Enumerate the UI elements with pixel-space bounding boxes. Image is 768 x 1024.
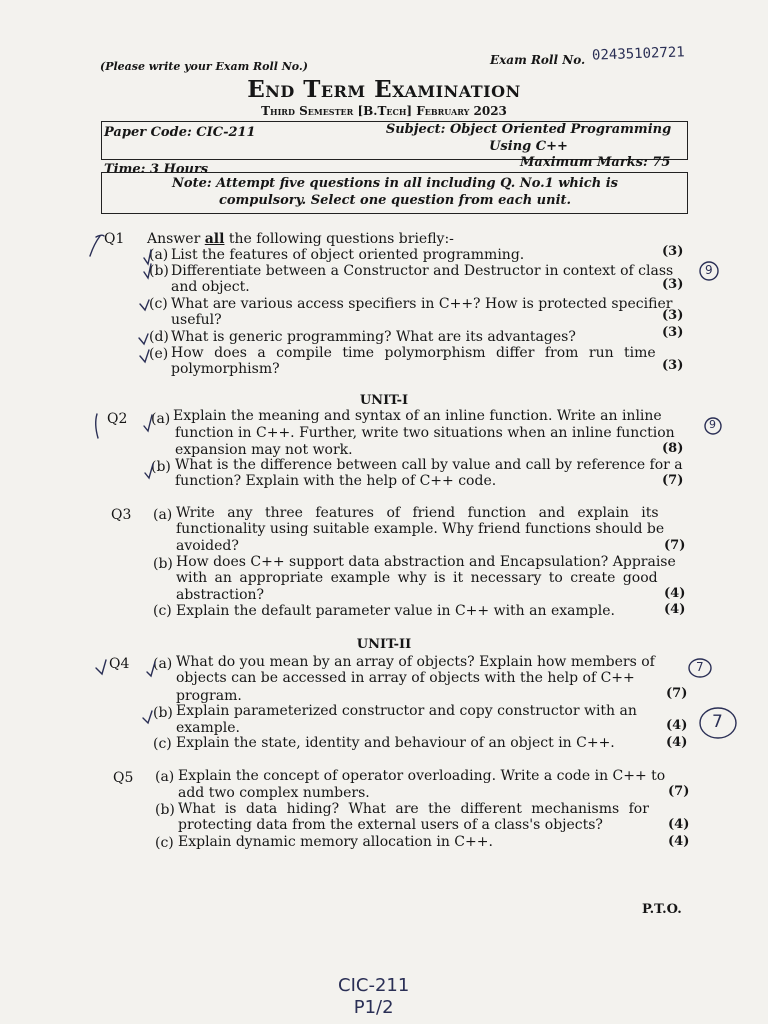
q4a-text-2: objects can be accessed in array of objects with the help of C++ bbox=[176, 670, 635, 686]
q4b-score-text: 7 bbox=[712, 712, 723, 732]
q1a-text: List the features of object oriented programming. bbox=[171, 247, 525, 263]
q1c-label: (c) bbox=[149, 296, 168, 312]
q1c-marks: (3) bbox=[662, 308, 684, 323]
q4b-label: (b) bbox=[153, 705, 173, 721]
q2b-marks: (7) bbox=[662, 473, 684, 488]
q1e-text: How does a compile time polymorphism differ from run time bbox=[171, 345, 656, 361]
q3a-text-3: avoided? bbox=[176, 538, 239, 554]
q3a-label: (a) bbox=[153, 507, 173, 523]
q2-label: Q2 bbox=[107, 411, 128, 427]
page-turn-over: P.T.O. bbox=[642, 902, 682, 917]
q2b-tick-mark bbox=[145, 464, 153, 478]
handwritten-footer bbox=[338, 975, 409, 1019]
unit-1-heading: UNIT-I bbox=[359, 393, 409, 408]
q5c-label: (c) bbox=[155, 835, 174, 851]
q5a-label: (a) bbox=[155, 769, 175, 785]
q5-label: Q5 bbox=[113, 770, 134, 786]
footer-line-2: P1/2 bbox=[353, 997, 394, 1018]
q5b-label: (b) bbox=[155, 802, 175, 818]
q1c-tick-mark bbox=[140, 300, 149, 310]
q3-label: Q3 bbox=[111, 507, 132, 523]
exam-roll-label: Exam Roll No. bbox=[490, 53, 586, 67]
q4a-marks: (7) bbox=[666, 686, 688, 701]
q5b-text-2: protecting data from the external users of a class's objects? bbox=[178, 817, 603, 833]
q1a-marks: (3) bbox=[662, 244, 684, 259]
q4a-tick-mark bbox=[147, 662, 155, 676]
note-line-2: compulsory. Select one question from each unit. bbox=[218, 193, 572, 208]
q5c-marks: (4) bbox=[668, 834, 690, 849]
q2b-text-1: What is the difference between call by value and call by reference for a bbox=[175, 457, 683, 473]
q4a-score-text: 7 bbox=[696, 660, 704, 674]
q3b-text-3: abstraction? bbox=[176, 587, 265, 603]
q1a-tick-mark bbox=[144, 250, 151, 264]
note-line-1: Note: Attempt five questions in all including Q. No.1 which is bbox=[172, 176, 618, 191]
q2a-label: (a) bbox=[151, 411, 171, 427]
q1c-text: What are various access specifiers in C++? How is protected specifier bbox=[171, 296, 673, 312]
subject-line-1: Subject: Object Oriented Programming bbox=[385, 122, 672, 137]
q4-tick-mark bbox=[96, 660, 106, 674]
q2b-label: (b) bbox=[151, 459, 171, 475]
q1a-label: (a) bbox=[149, 247, 169, 263]
q5a-text-1: Explain the concept of operator overloading. Write a code in C++ to bbox=[178, 768, 666, 784]
q4a-text-3: program. bbox=[176, 688, 242, 704]
q4b-text-2: example. bbox=[176, 720, 240, 736]
q3b-text-2: with an appropriate example why is it necessary to create good bbox=[176, 570, 658, 586]
q1e-label: (e) bbox=[149, 346, 169, 362]
q3c-marks: (4) bbox=[664, 602, 686, 617]
footer-line-1: CIC-211 bbox=[338, 975, 410, 996]
q3a-marks: (7) bbox=[664, 538, 686, 553]
q4c-label: (c) bbox=[153, 736, 172, 752]
q3b-marks: (4) bbox=[664, 586, 686, 601]
exam-title: End Term Examination bbox=[247, 76, 521, 103]
q1e-marks: (3) bbox=[662, 358, 684, 373]
exam-roll-value: 02435102721 bbox=[591, 44, 685, 64]
q1-tick-mark bbox=[90, 236, 100, 256]
q1d-marks: (3) bbox=[662, 325, 684, 340]
q2-bracket-mark bbox=[96, 414, 98, 438]
q4-label: Q4 bbox=[109, 656, 130, 672]
q3c-text: Explain the default parameter value in C++ with an example. bbox=[176, 603, 615, 619]
time-allowed: Time: 3 Hours bbox=[104, 162, 209, 177]
q1-intro-pre: Answer bbox=[147, 231, 205, 247]
q4a-label: (a) bbox=[153, 656, 173, 672]
q5b-text-1: What is data hiding? What are the different mechanisms for bbox=[178, 801, 649, 817]
q4a-text-1: What do you mean by an array of objects? Explain how members of bbox=[176, 654, 655, 670]
q1d-label: (d) bbox=[149, 329, 169, 345]
q2a-marks: (8) bbox=[662, 441, 684, 456]
roll-number-instruction: (Please write your Exam Roll No.) bbox=[100, 60, 308, 73]
paper-code: Paper Code: CIC-211 bbox=[104, 125, 256, 140]
q4c-marks: (4) bbox=[666, 735, 688, 750]
maximum-marks: Maximum Marks: 75 bbox=[520, 155, 671, 170]
q3c-label: (c) bbox=[153, 603, 172, 619]
q2-score-text: 9 bbox=[709, 418, 716, 431]
q5c-text: Explain dynamic memory allocation in C++. bbox=[178, 834, 493, 850]
q1-score-text: 9 bbox=[705, 263, 713, 277]
q1-intro-all: all bbox=[204, 231, 225, 247]
q1c-text-2: useful? bbox=[171, 312, 222, 328]
exam-subtitle: Third Semester [B.Tech] February 2023 bbox=[261, 104, 507, 118]
q1b-text: Differentiate between a Constructor and Destructor in context of class bbox=[171, 263, 674, 279]
q4b-text-1: Explain parameterized constructor and copy constructor with an bbox=[176, 703, 637, 719]
q1d-text: What is generic programming? What are its advantages? bbox=[171, 329, 576, 345]
q4b-tick-mark bbox=[143, 711, 152, 723]
q5a-marks: (7) bbox=[668, 784, 690, 799]
q5b-marks: (4) bbox=[668, 817, 690, 832]
q2a-text-1: Explain the meaning and syntax of an inline function. Write an inline bbox=[173, 408, 662, 424]
q2a-text-3: expansion may not work. bbox=[175, 442, 353, 458]
q2b-text-2: function? Explain with the help of C++ code. bbox=[175, 473, 497, 489]
unit-2-heading: UNIT-II bbox=[356, 637, 412, 652]
subject-line-2: Using C++ bbox=[489, 139, 568, 154]
q1d-tick-mark bbox=[139, 334, 148, 344]
q3a-text-1: Write any three features of friend function and explain its bbox=[176, 505, 659, 521]
q1b-tick-mark bbox=[144, 264, 151, 278]
q1b-label: (b) bbox=[149, 263, 169, 279]
q5a-text-2: add two complex numbers. bbox=[178, 785, 370, 801]
q1b-text-2: and object. bbox=[171, 279, 250, 295]
q1e-text-2: polymorphism? bbox=[171, 361, 280, 377]
q3b-label: (b) bbox=[153, 556, 173, 572]
q3b-text-1: How does C++ support data abstraction and Encapsulation? Appraise bbox=[176, 554, 676, 570]
q1-intro-post: the following questions briefly:- bbox=[224, 231, 454, 247]
q1b-marks: (3) bbox=[662, 277, 684, 292]
q1-label: Q1 bbox=[104, 231, 125, 247]
q3a-text-2: functionality using suitable example. Why friend functions should be bbox=[176, 521, 665, 537]
q2a-tick-mark bbox=[144, 415, 152, 431]
q4b-marks: (4) bbox=[666, 718, 688, 733]
q1e-tick-mark bbox=[140, 350, 149, 362]
q4c-text: Explain the state, identity and behaviour of an object in C++. bbox=[176, 735, 615, 751]
q2a-text-2: function in C++. Further, write two situations when an inline function bbox=[175, 425, 675, 441]
